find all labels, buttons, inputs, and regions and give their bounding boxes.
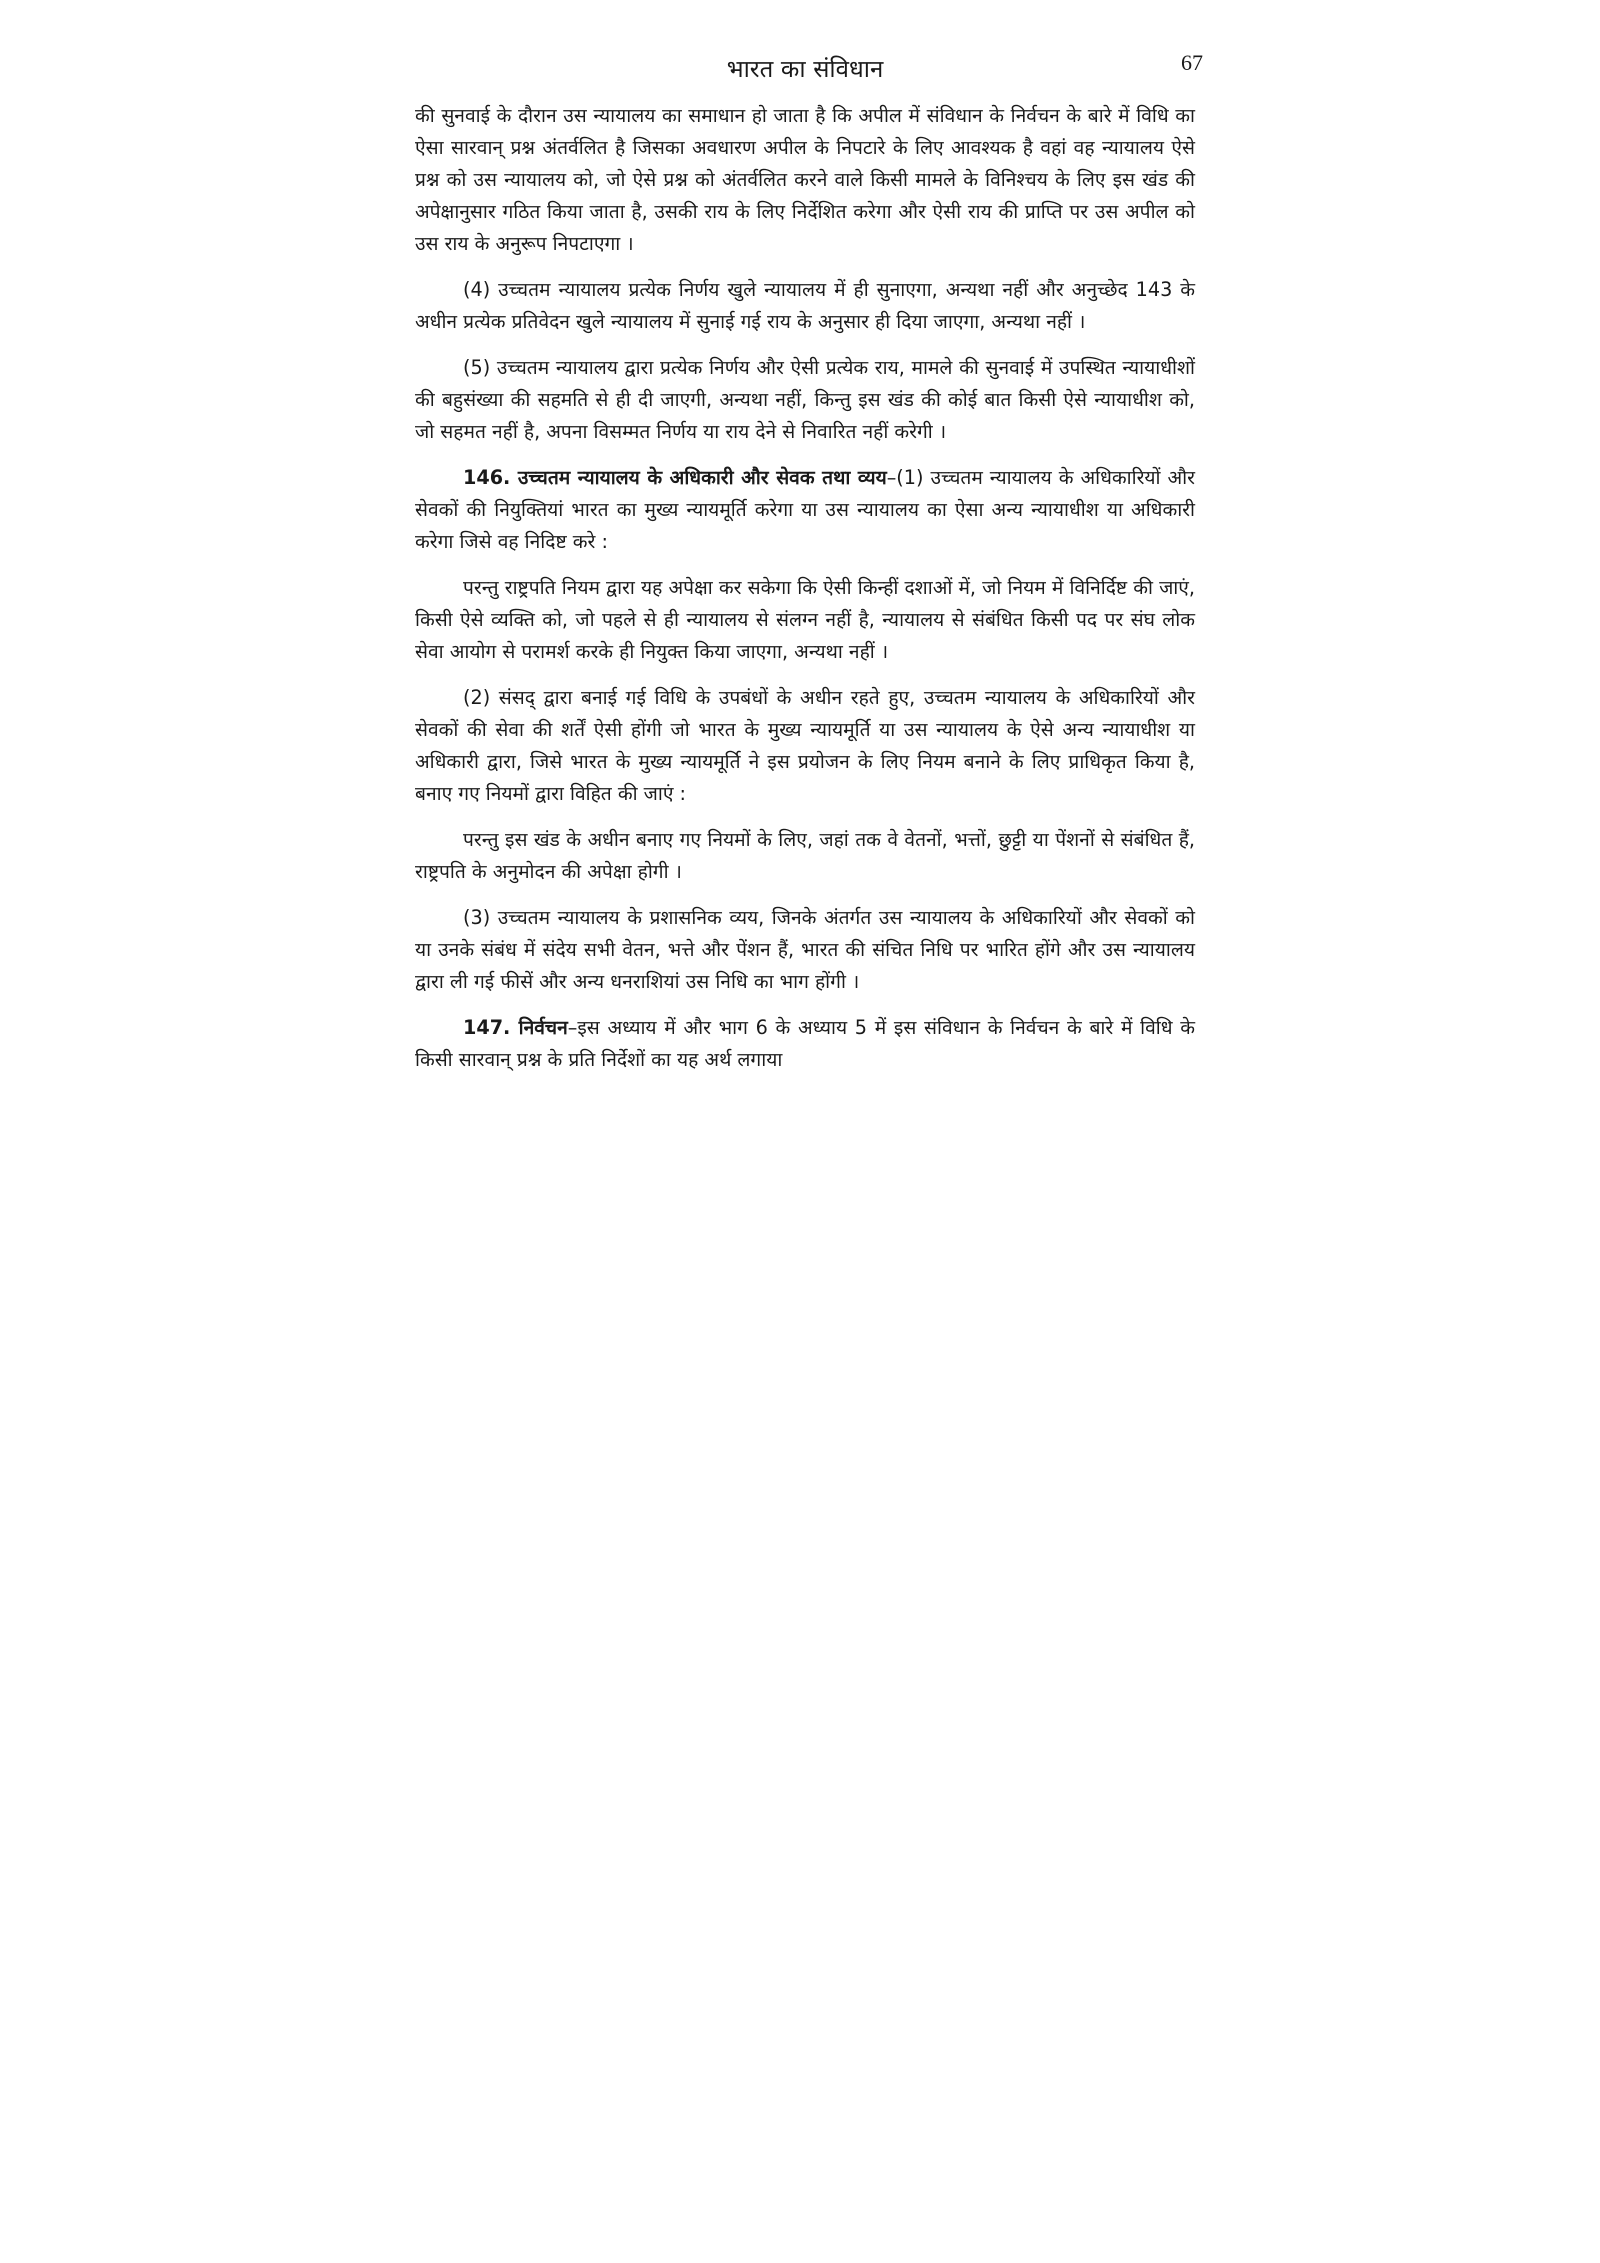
paragraph-clause-3 [415, 902, 1195, 998]
article-146-heading: 146. उच्चतम न्यायालय के अधिकारी और सेवक तथा व्यय [463, 466, 887, 489]
paragraph-text: (3) उच्चतम न्यायालय के प्रशासनिक व्यय, जिनके अंतर्गत उस न्यायालय के अधिकारियों और सेवकों को या उनके संबंध में संदेय सभी वेतन, भत्ते और पेंशन हैं, भारत की संचित निधि पर भारित होंगे और उस न्यायालय द्वारा ली गई फीसें और अन्य धनराशियां उस निधि का भाग होंगी । [415, 906, 1195, 993]
paragraph-text: (2) संसद् द्वारा बनाई गई विधि के उपबंधों के अधीन रहते हुए, उच्चतम न्यायालय के अधिकारियों और सेवकों की सेवा की शर्तें ऐसी होंगी जो भारत के मुख्य न्यायमूर्ति या उस न्यायालय के ऐसे अन्य न्यायाधीश या अधिकारी द्वारा, जिसे भारत के मुख्य न्यायमूर्ति ने इस प्रयोजन के लिए नियम बनाने के लिए प्राधिकृत किया है, बनाए गए नियमों द्वारा विहित की जाएं : [415, 686, 1195, 805]
paragraph-text: परन्तु इस खंड के अधीन बनाए गए नियमों के लिए, जहां तक वे वेतनों, भत्तों, छुट्टी या पेंशनों से संबंधित हैं, राष्ट्रपति के अनुमोदन की अपेक्षा होगी । [415, 828, 1195, 883]
paragraph-text: (5) उच्चतम न्यायालय द्वारा प्रत्येक निर्णय और ऐसी प्रत्येक राय, मामले की सुनवाई में उपस्थित न्यायाधीशों की बहुसंख्या की सहमति से ही दी जाएगी, अन्यथा नहीं, किन्तु इस खंड की कोई बात किसी ऐसे न्यायाधीश को, जो सहमत नहीं है, अपना विसम्मत निर्णय या राय देने से निवारित नहीं करेगी । [415, 356, 1195, 443]
paragraph-text: –(1) उच्चतम न्यायालय के अधिकारियों और सेवकों की नियुक्तियां भारत का मुख्य न्यायमूर्ति करेगा या उस न्यायालय का ऐसा अन्य न्यायाधीश या अधिकारी करेगा जिसे वह निदिष्ट करे : [415, 466, 1195, 553]
paragraph-proviso-1 [415, 572, 1195, 668]
running-header [415, 50, 1203, 90]
article-146 [415, 462, 1195, 558]
paragraph-clause-4 [415, 274, 1195, 338]
paragraph-text: –इस अध्याय में और भाग 6 के अध्याय 5 में इस संविधान के निर्वचन के बारे में विधि के किसी सारवान् प्रश्न के प्रति निर्देशों का यह अर्थ लगाया [415, 1016, 1195, 1071]
page-header-title: भारत का संविधान [726, 55, 884, 83]
article-body [415, 100, 1195, 1090]
paragraph-text: (4) उच्चतम न्यायालय प्रत्येक निर्णय खुले न्यायालय में ही सुनाएगा, अन्यथा नहीं और अनुच्छेद 143 के अधीन प्रत्येक प्रतिवेदन खुले न्यायालय में सुनाई गई राय के अनुसार ही दिया जाएगा, अन्यथा नहीं । [415, 278, 1195, 333]
paragraph-clause-2 [415, 682, 1195, 810]
article-147 [415, 1012, 1195, 1076]
paragraph-continuation [415, 100, 1195, 260]
page-number: 67 [1181, 50, 1203, 75]
paragraph-clause-5 [415, 352, 1195, 448]
article-147-heading: 147. निर्वचन [463, 1016, 568, 1039]
paragraph-text: परन्तु राष्ट्रपति नियम द्वारा यह अपेक्षा कर सकेगा कि ऐसी किन्हीं दशाओं में, जो नियम में विनिर्दिष्ट की जाएं, किसी ऐसे व्यक्ति को, जो पहले से ही न्यायालय से संलग्न नहीं है, न्यायालय से संबंधित किसी पद पर संघ लोक सेवा आयोग से परामर्श करके ही नियुक्त किया जाएगा, अन्यथा नहीं । [415, 576, 1195, 663]
paragraph-text: की सुनवाई के दौरान उस न्यायालय का समाधान हो जाता है कि अपील में संविधान के निर्वचन के बारे में विधि का ऐसा सारवान् प्रश्न अंतर्वलित है जिसका अवधारण अपील के निपटारे के लिए आवश्यक है वहां वह न्यायालय ऐसे प्रश्न को उस न्यायालय को, जो ऐसे प्रश्न को अंतर्वलित करने वाले किसी मामले के विनिश्चय के लिए इस खंड की अपेक्षानुसार गठित किया जाता है, उसकी राय के लिए निर्देशित करेगा और ऐसी राय की प्राप्ति पर उस अपील को उस राय के अनुरूप निपटाएगा । [415, 104, 1195, 255]
paragraph-proviso-2 [415, 824, 1195, 888]
